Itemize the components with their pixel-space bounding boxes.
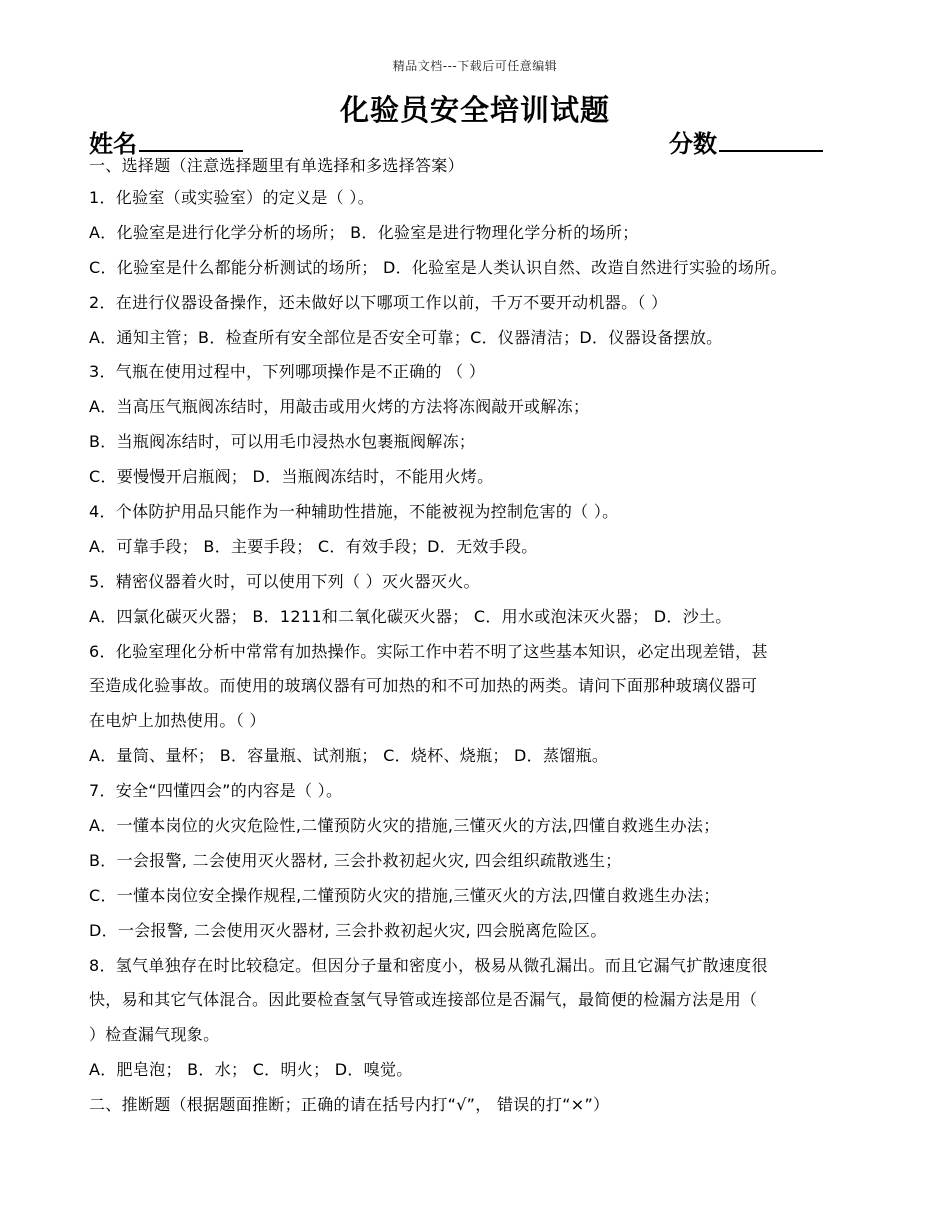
question-line: ）检查漏气现象。 [89,1025,220,1045]
option-line: A．化验室是进行化学分析的场所； B．化验室是进行物理化学分析的场所； [89,222,639,242]
option-line: A．量筒、量杯； B．容量瓶、试剂瓶； C．烧杯、烧瓶； D．蒸馏瓶。 [89,746,609,766]
score-blank[interactable] [719,128,823,152]
option-line: B．当瓶阀冻结时，可以用毛巾浸热水包裹瓶阀解冻； [89,432,476,452]
option-line: D．一会报警, 二会使用灭火器材, 三会扑救初起火灾, 四会脱离危险区。 [89,920,607,940]
exam-content [89,153,879,1123]
question-line: 7．安全“四懂四会”的内容是（ ）。 [89,781,343,801]
option-line: A．可靠手段； B．主要手段； C．有效手段；D．无效手段。 [89,536,538,556]
score-label: 分数 [669,130,717,158]
question-line: 至造成化验事故。而使用的玻璃仪器有可加热的和不可加热的两类。请问下面那种玻璃仪器可 [89,676,758,696]
watermark-text: 精品文档---下载后可任意编辑 [392,59,558,73]
question-line: 8．氢气单独存在时比较稳定。但因分子量和密度小，极易从微孔漏出。而且它漏气扩散速度很 [89,955,768,975]
option-line: C．化验室是什么都能分析测试的场所； D．化验室是人类认识自然、改造自然进行实验的场所。 [89,257,787,277]
section-heading-choice: 一、选择题（注意选择题里有单选择和多选择答案） [89,156,464,175]
page-title: 化验员安全培训试题 [339,93,610,127]
option-line: C．要慢慢开启瓶阀； D．当瓶阀冻结时，不能用火烤。 [89,467,494,487]
question-line: 2．在进行仪器设备操作，还未做好以下哪项工作以前，千万不要开动机器。（ ） [89,292,668,312]
section-heading-judgement: 二、推断题（根据题面推断；正确的请在括号内打“√”， 错误的打“×”） [89,1095,610,1115]
option-line: A．肥皂泡； B．水； C．明火； D．嗅觉。 [89,1060,413,1080]
option-line: C．一懂本岗位安全操作规程,二懂预防火灾的措施,三懂灭火的方法,四懂自救逃生办法； [89,885,720,905]
name-label: 姓名 [89,130,137,158]
option-line: A．当高压气瓶阀冻结时，用敲击或用火烤的方法将冻阀敲开或解冻； [89,397,590,417]
question-line: 1．化验室（或实验室）的定义是（ ）。 [89,188,374,207]
option-line: B．一会报警, 二会使用灭火器材, 三会扑救初起火灾, 四会组织疏散逃生； [89,850,622,870]
question-line: 3．气瓶在使用过程中，下列哪项操作是不正确的 （ ） [89,362,486,382]
question-line: 快，易和其它气体混合。因此要检查氢气导管或连接部位是否漏气，最简便的检漏方法是用（ [89,990,758,1010]
option-line: A．四氯化碳灭火器； B．1211和二氧化碳灭火器； C．用水或泡沫灭火器； D．沙土。 [89,606,732,626]
option-line: A．一懂本岗位的火灾危险性,二懂预防火灾的措施,三懂灭火的方法,四懂自救逃生办法； [89,816,720,836]
question-line: 5．精密仪器着火时，可以使用下列（ ）灭火器灭火。 [89,571,480,591]
name-blank[interactable] [139,128,243,152]
question-line: 在电炉上加热使用。（ ） [89,711,266,731]
option-line: A．通知主管；B．检查所有安全部位是否安全可靠；C．仪器清洁；D．仪器设备摆放。 [89,327,723,347]
question-line: 4．个体防护用品只能作为一种辅助性措施，不能被视为控制危害的（ ）。 [89,502,619,522]
question-line: 6．化验室理化分析中常常有加热操作。实际工作中若不明了这些基本知识，必定出现差错，甚 [89,641,768,661]
